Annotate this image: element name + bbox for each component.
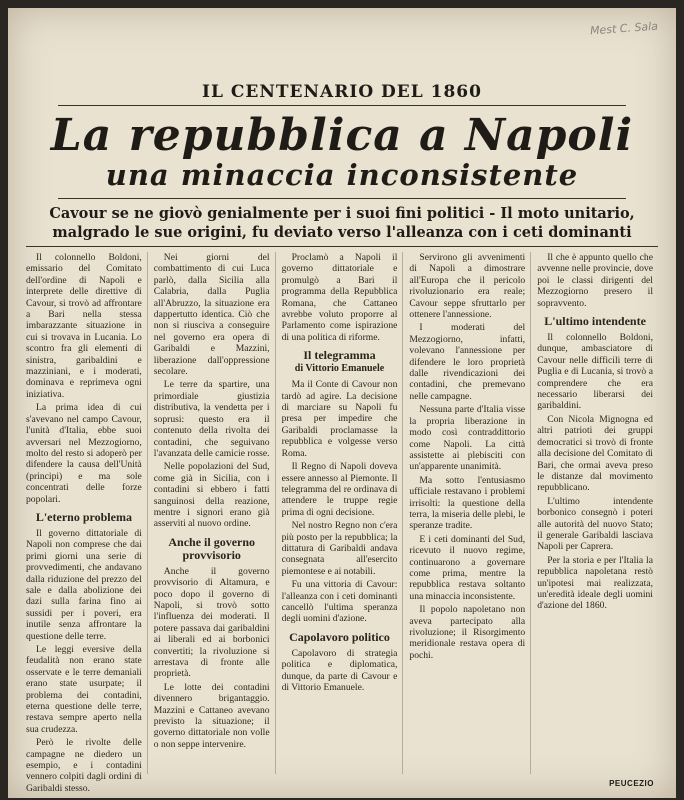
- article-paragraph: Il Regno di Napoli doveva essere annesso al Piemonte. Il telegramma del re ordinava di attendere le truppe regie prima di ogni decisione.: [281, 461, 398, 518]
- article-paragraph: Però le rivolte delle campagne ne diedero un esempio, e i contadini vennero colpiti dagli ordini di Garibaldi stesso.: [26, 737, 142, 794]
- article-paragraph: Proclamò a Napoli il governo dittatoriale e promulgò a Bari il programma della Repubblica Romana, che Cattaneo avrebbe voluto proporre al Parlamento come ispirazione di una politica di riforme.: [281, 252, 398, 343]
- article-column: [154, 252, 276, 774]
- article-paragraph: Nelle popolazioni del Sud, come già in Sicilia, con i contadini si ebbero i fatti sanguinosi della reazione, mentre i signori erano già asserviti al nuovo ordine.: [153, 461, 270, 530]
- article-paragraph: Anche il governo provvisorio di Altamura, e poco dopo il governo di Napoli, si trovò sotto l'influenza dei moderati. Il potere passava dai garibaldini ai liberali ed ai borbonici convertiti; la rivoluzione si arrestava di fronte alle proprietà.: [153, 565, 270, 680]
- article-paragraph: Nei giorni del combattimento di cui Luca parlò, dalla Sicilia alla Calabria, dalla Puglia all'Abruzzo, la situazione era dappertutto identica. Ciò che non si riusciva a conseguire nel governo era opera di Garibaldi e Mazzini, liberazione dall'oppressione secolare.: [153, 252, 270, 378]
- section-heading-subtitle: di Vittorio Emanuele: [294, 363, 385, 375]
- article-paragraph: I moderati del Mezzogiorno, infatti, volevano l'annessione per difendere le loro proprietà dalle rivendicazioni dei contadini, che premevano nelle campagne.: [409, 322, 526, 402]
- section-heading-text: Capolavoro politico: [289, 629, 390, 644]
- newspaper-page: [8, 8, 676, 798]
- article-paragraph: Le terre da spartire, una primordiale giustizia distributiva, la vendetta per i soprusi: questo era il contenuto della rivolta dei contadini, che seguivano l'avanzata delle camicie rosse.: [153, 379, 270, 459]
- article-paragraph: Nessuna parte d'Italia visse la propria liberazione in modo così contraddittorio come Napoli. La città assistette ai plebisciti con un'apparente unanimità.: [409, 404, 526, 473]
- subheadline: una minaccia inconsistente: [105, 158, 579, 192]
- article-paragraph: Il colonnello Boldoni, dunque, ambasciatore di Cavour nelle difficili terre di Puglia e di Lucania, si trovò a comprendere che era necessario liberarsi dei garibaldini.: [537, 332, 653, 412]
- section-heading-text: L'ultimo intendente: [544, 314, 646, 329]
- article-paragraph: Il colonnello Boldoni, emissario del Comitato dell'ordine di Napoli e interprete delle direttive di Cavour, si trovò ad affrontare a Bari nella stessa imbarazzante situazione in cui si trovava in Lucania. Lo scontro fra gli elementi di sinistra, garibaldini e mazziniani, e i moderati, dominava e reprimeva ogni iniziativa.: [26, 252, 142, 400]
- article-column: [409, 252, 531, 774]
- headline-rule: [58, 198, 626, 199]
- section-heading-text: Il telegramma: [303, 348, 376, 363]
- article-paragraph: Con Nicola Mignogna ed altri patrioti dei gruppi democratici si trovò di fronte alla decisione del Comitato di Bari, che ormai aveva preso le distanze dal movimento repubblicano.: [537, 413, 653, 494]
- section-heading: [537, 315, 653, 328]
- article-paragraph: E i ceti dominanti del Sud, ricevuto il nuovo regime, continuarono a governare come prima, mentre la repubblica restava soltanto una minaccia inconsistente.: [409, 533, 526, 602]
- article-paragraph: La prima idea di cui s'avevano nel campo Cavour, l'unità d'Italia, ebbe suoi avversari nel Mezzogiorno, molto del resto si adoperò per difendere la causa dell'Unità (principi) e ma sole concentrati delle forze popolari.: [26, 402, 142, 505]
- article-paragraph: Per la storia e per l'Italia la repubblica napoletana restò un'ipotesi mai realizzata, un'eredità ideale degli uomini d'azione del 1860.: [537, 554, 653, 612]
- section-heading: [154, 536, 270, 562]
- handwritten-annotation: Mest C. Sala: [589, 19, 659, 38]
- deck-rule: [26, 246, 658, 247]
- section-heading-text: L'eterno problema: [35, 509, 132, 524]
- article-paragraph: L'ultimo intendente borbonico consegnò i poteri alle autorità del nuovo Stato; il generale Garibaldi lasciava Napoli per Caprera.: [537, 495, 653, 553]
- article-column: [26, 252, 148, 794]
- article-column: [282, 252, 404, 774]
- article-column: [537, 252, 658, 774]
- section-heading: [26, 511, 142, 524]
- section-heading: [282, 349, 398, 375]
- article-paragraph: Le leggi eversive della feudalità non erano state osservate e le terre demaniali erano state usurpate; il problema dei contadini, eterna questione delle terre, restava sempre aperto nella sua crudezza.: [26, 644, 142, 735]
- article-paragraph: Il governo dittatoriale di Napoli non comprese che dai primi giorni una serie di provvedimenti, che andavano dalla riduzione del prezzo del sale e dalla abolizione dei dazi sulla farina fino ai sussidi per i poveri, era inutile senza affrontare la questione delle terre.: [26, 527, 142, 642]
- article-paragraph: Servirono gli avvenimenti di Napoli a dimostrare all'Europa che il pericolo rivoluzionario era reale; Cavour seppe sfruttarlo per ottenere l'annessione.: [409, 252, 526, 321]
- article-paragraph: Nel nostro Regno non c'era più posto per la repubblica; la dittatura di Garibaldi andava consegnata all'esercito piemontese e ai notabili.: [281, 520, 398, 577]
- article-paragraph: Il popolo napoletano non aveva partecipato alla rivoluzione; il Risorgimento meridionale restava opera di pochi.: [409, 604, 526, 661]
- section-heading-text: Anche il governo provvisorio: [168, 534, 256, 562]
- article-paragraph: Ma il Conte di Cavour non tardò ad agire. La decisione di marciare su Napoli fu presa per impedire che Garibaldi proclamasse la repubblica e volgesse verso Roma.: [281, 379, 398, 459]
- article-paragraph: Ma sotto l'entusiasmo ufficiale restavano i problemi irrisolti: la questione della terra, la miseria delle plebi, le speranze tradite.: [409, 474, 526, 532]
- article-paragraph: Capolavoro di strategia politica e diplomatica, dunque, da parte di Cavour e di Vittorio Emanuele.: [281, 647, 398, 693]
- deck-subtitle: Cavour se ne giovò genialmente per i suoi fini politici - Il moto unitario, malgrado le sue origini, fu deviato verso l'alleanza con i ceti dominanti: [49, 205, 635, 241]
- section-heading: [282, 631, 398, 644]
- headline: La repubblica a Napoli: [50, 110, 634, 161]
- kicker-rule: [58, 105, 626, 106]
- author-signature: PEUCEZIO: [609, 779, 654, 788]
- article-paragraph: Il che è appunto quello che avvenne nelle provincie, dove poi le classi dirigenti del Mezzogiorno presero il sopravvento.: [537, 252, 653, 309]
- article-paragraph: Fu una vittoria di Cavour: l'alleanza con i ceti dominanti cancellò l'ultima speranza degli uomini d'azione.: [281, 579, 398, 625]
- article-paragraph: Le lotte dei contadini divennero brigantaggio. Mazzini e Cattaneo avevano previsto la situazione; il governo dittatoriale non volle o non seppe intervenire.: [153, 681, 270, 750]
- article-kicker: IL CENTENARIO DEL 1860: [202, 82, 482, 102]
